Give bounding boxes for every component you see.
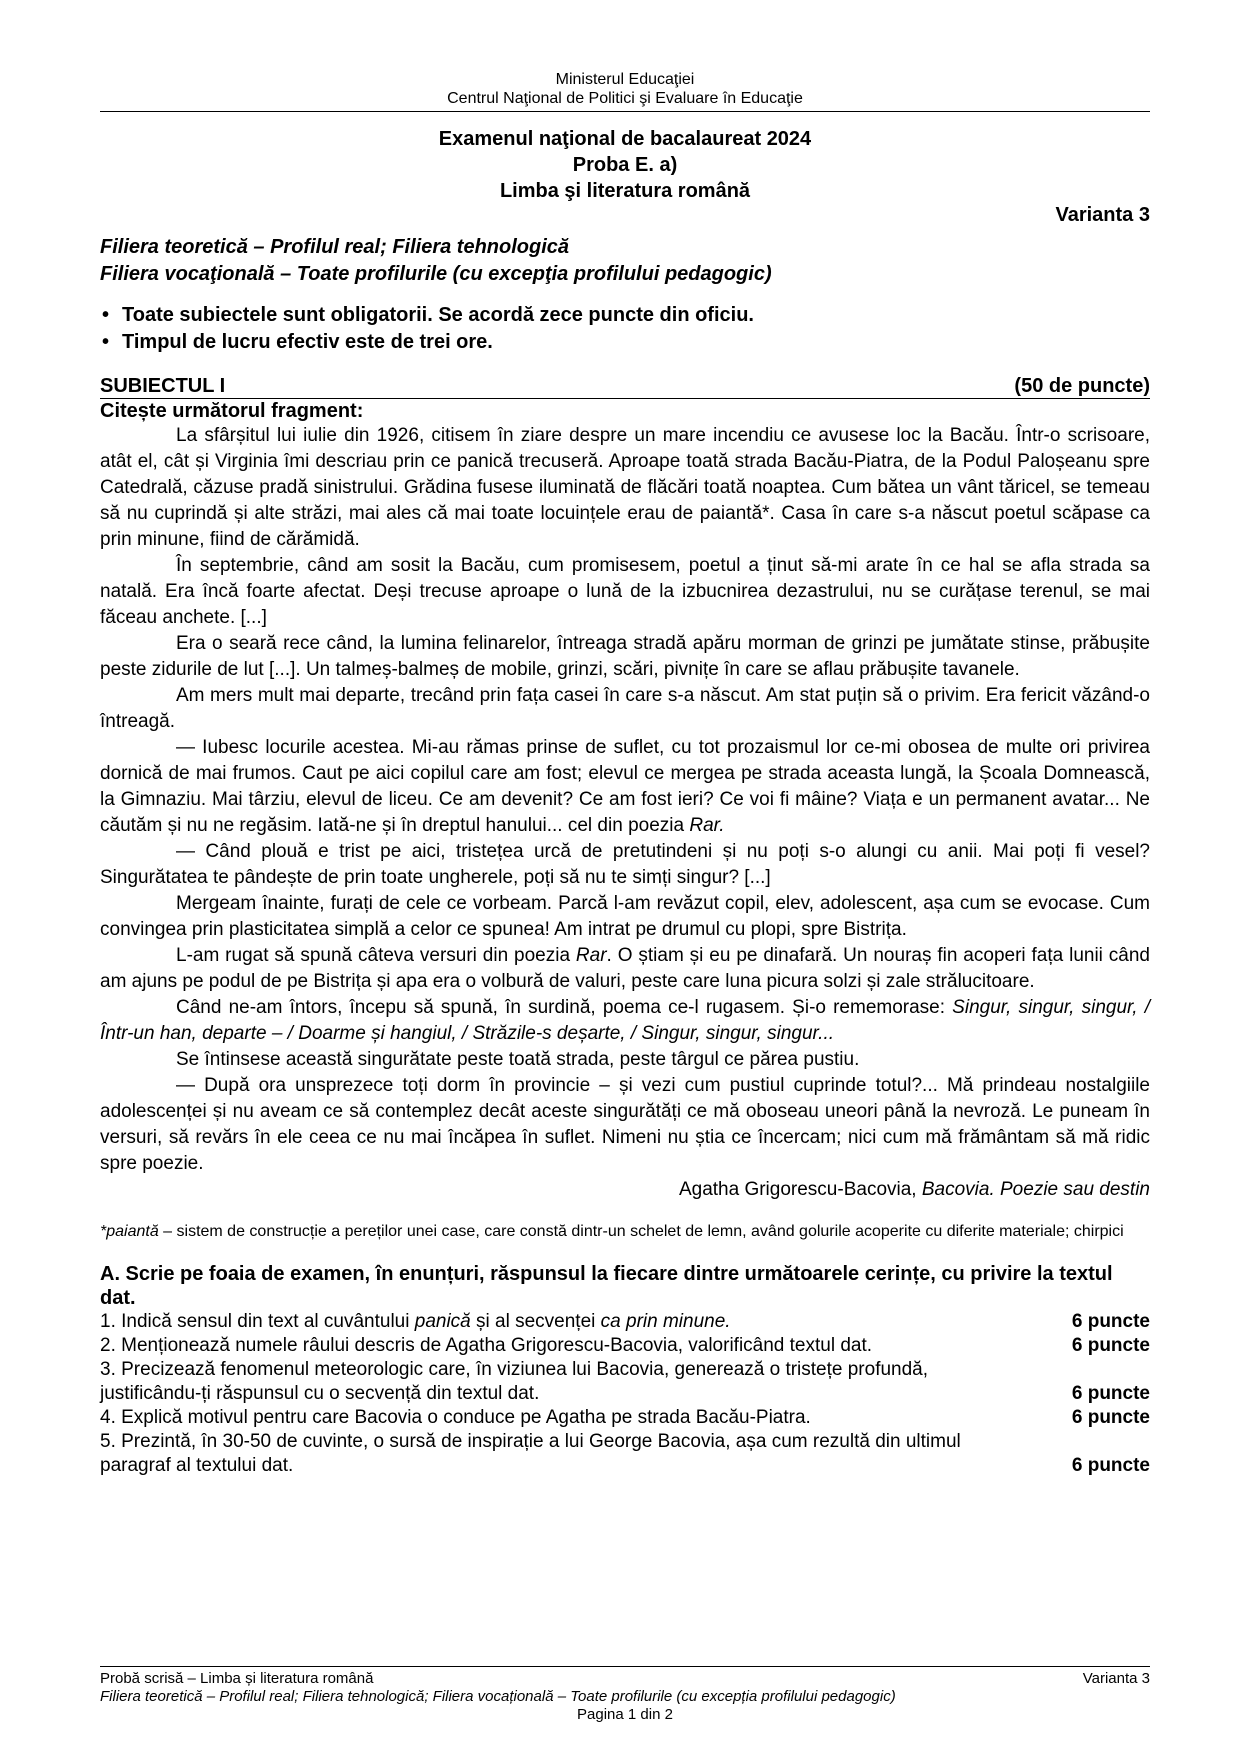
task-text-part: 1. Indică sensul din text al cuvântului [100, 1311, 415, 1332]
exam-subject: Limba şi literatura română [499, 180, 751, 202]
paragraph: În septembrie, când am sosit la Bacău, cum promisesem, poetul a ținut să-mi arate în ce hal se afla strada sa natală. Era încă foarte afectat. Deși trecuse aproape o lună de la izbucnirea dezastrului, nu se curățase terenul, se mai făceau anchete. [...] [100, 555, 1150, 628]
paragraph-text: — Iubesc locurile acestea. Mi-au rămas prinse de suflet, cu tot prozaismul lor ce-mi obosea de multe ori privirea dornică de mai frumos. Caut pe aici copilul care am fost; elevul ce mergea pe strada aceasta lungă, la Școala Domnească, la Gimnaziu. Mai târziu, elevul de liceu. Ce am devenit? Ce am fost ieri? Ce voi fi mâine? Viața e un permanent avatar... Ne căutăm și nu ne regăsim. Iată-ne și în dreptul hanului... cel din poezia [100, 737, 1150, 836]
footer-exam: Probă scrisă – Limba și literatura română [100, 1670, 374, 1687]
source-title: Bacovia. Poezie sau destin [921, 1179, 1150, 1200]
rule-item: • Timpul de lucru efectiv este de trei ore. [100, 329, 1150, 356]
ministry-name: Ministerul Educaţiei [555, 71, 695, 88]
paragraph: — Când plouă e trist pe aici, tristețea urcă de pretutindeni și nu poți s-o alungi cu anii. Mai poți fi vesel? Singurătatea te pândește de prin toate ungherele, poți să nu te simți singur? [...] [100, 841, 1150, 888]
task-points: 6 puncte [1071, 1407, 1150, 1428]
rules-list [100, 302, 1150, 356]
footnote-term: *paiantă [100, 1223, 159, 1240]
filiera-line-1: Filiera teoretică – Profilul real; Filiera tehnologică [100, 236, 570, 258]
task-text: 2. Menționează numele râului descris de Agatha Grigorescu-Bacovia, valorificând textul dat. [100, 1335, 873, 1356]
section-title: SUBIECTUL I [100, 375, 226, 397]
center-name: Centrul Naţional de Politici şi Evaluare în Educaţie [447, 90, 803, 107]
paragraph-text: Când ne-am întors, începu să spună, în surdină, poema ce-l rugasem. Și-o rememorase: [176, 997, 953, 1018]
task-item [100, 1430, 1150, 1478]
task-points: 6 puncte [1071, 1383, 1150, 1404]
footnote [100, 1221, 1150, 1242]
paragraph [100, 995, 1150, 1047]
task-points: 6 puncte [1071, 1455, 1150, 1476]
task-text: 4. Explică motivul pentru care Bacovia o conduce pe Agatha pe strada Bacău-Piatra. [100, 1407, 811, 1428]
paragraph: — După ora unsprezece toți dorm în provincie – și vezi cum pustiul cuprinde totul?... Mă prindeau nostalgiile adolescenței și nu aveam ce să contemplez decât aceste singurătăți ce mă oboseau uneori până la nevroză. Le puneam în versuri, să revărs în ele ceea ce nu mai încăpea în suflet. Nimeni nu știa ce încercam; nici cum mă frământam să mă ridic spre poezie. [100, 1075, 1150, 1174]
task-text [100, 1310, 731, 1334]
tasks-intro: A. Scrie pe foaia de examen, în enunțuri, răspunsul la fiecare dintre următoarele cerințe, cu privire la textul dat. [100, 1263, 1113, 1309]
filiera-line-2: Filiera vocaţională – Toate profilurile (cu excepţia profilului pedagogic) [100, 263, 772, 285]
footnote-definition: – sistem de construcție a pereților unei case, care constă dintr-un schelet de lemn, având golurile acoperite cu diferite materiale; chirpici [158, 1223, 1124, 1240]
task-text: justificându-ți răspunsul cu o secvență din textul dat. [100, 1383, 540, 1404]
paragraph: Era o seară rece când, la lumina felinarelor, întreaga stradă apăru morman de grinzi pe jumătate stinse, prăbușite peste zidurile de lut [...]. Un talmeș-balmeș de mobile, grinzi, scări, pivnițe în care se aflau prăbușite tavanele. [100, 633, 1150, 680]
task-text: 3. Precizează fenomenul meteorologic care, în viziunea lui Bacovia, generează o tristețe profundă, [100, 1359, 929, 1380]
source-author: Agatha Grigorescu-Bacovia, [678, 1179, 922, 1200]
task-text: paragraf al textului dat. [100, 1455, 294, 1476]
paragraph [100, 943, 1150, 995]
exam-titles [100, 126, 1150, 204]
task-item [100, 1358, 1150, 1406]
poem-title: Rar. [689, 815, 725, 836]
poem-title: Rar [575, 945, 607, 966]
paragraph: Se întinsese această singurătate peste toată strada, peste târgul ce părea pustiu. [176, 1049, 860, 1070]
paragraph: Mergeam înainte, furați de cele ce vorbeam. Parcă l-am revăzut copil, elev, adolescent, așa cum se evocase. Cum convingea prin plasticitatea simplă a celor ce spunea! Am intrat pe drumul cu plopi, spre Bistrița. [100, 893, 1150, 940]
text-source [100, 1177, 1150, 1203]
exam-title: Examenul naţional de bacalaureat 2024 [438, 128, 812, 150]
footer-filiera: Filiera teoretică – Profilul real; Filiera tehnologică; Filiera vocațională – Toate profilurile (cu excepția profilului pedagogic) [100, 1688, 896, 1705]
paragraph [100, 735, 1150, 839]
task-text: 5. Prezintă, în 30-50 de cuvinte, o sursă de inspirație a lui George Bacovia, așa cum rezultă din ultimul [100, 1431, 961, 1452]
read-instruction: Citește următorul fragment: [100, 400, 364, 422]
page-header [100, 70, 1150, 108]
task-term: panică [414, 1311, 471, 1332]
task-item [100, 1310, 1150, 1334]
task-points: 6 puncte [1071, 1335, 1150, 1356]
fragment-text [100, 423, 1150, 1203]
task-item [100, 1334, 1150, 1358]
footer-variant: Varianta 3 [1082, 1670, 1150, 1687]
exam-proba: Proba E. a) [572, 154, 678, 176]
footer-divider [100, 1666, 1150, 1667]
paragraph-text: L-am rugat să spună câteva versuri din poezia [176, 945, 576, 966]
exam-variant: Varianta 3 [1055, 204, 1150, 226]
filiera-block [100, 234, 1150, 288]
task-text-part: și al secvenței [470, 1311, 601, 1332]
section-points: (50 de puncte) [1014, 375, 1150, 397]
section-heading [100, 374, 1150, 398]
task-points: 6 puncte [1071, 1311, 1150, 1332]
page-content [100, 70, 1150, 1478]
paragraph: Am mers mult mai departe, trecând prin fața casei în care s-a născut. Am stat puțin să o privim. Era fericit văzând-o întreagă. [100, 685, 1150, 732]
page-footer [100, 1666, 1150, 1724]
task-term: ca prin minune. [600, 1311, 731, 1332]
paragraph: La sfârșitul lui iulie din 1926, citisem în ziare despre un mare incendiu ce avusese loc la Bacău. Într-o scrisoare, atât el, cât și Virginia îmi descriau prin ce panică trecuseră. Aproape toată strada Bacău-Piatra, de la Podul Paloșeanu spre Catedrală, căzuse pradă sinistrului. Grădina fusese iluminată de flăcări toată noaptea. Cum bătea un vânt tăricel, se temeau să nu cuprindă și alte străzi, mai ales că mai toate locuințele erau de paiantă*. Casa în care s-a născut poetul scăpase ca prin minune, fiind de cărămidă. [100, 425, 1150, 550]
task-item [100, 1406, 1150, 1430]
poem-verses: Singur, singur, singur, / Într-un han, departe – / Doarme și hangiul, / Străzile-s deșarte, / Singur, singur, singur... [100, 997, 1150, 1044]
header-divider [100, 111, 1150, 112]
page-number: Pagina 1 din 2 [577, 1706, 673, 1723]
paragraph-text: . O știam și eu pe dinafară. Un nouraș fin acoperi fața lunii când am ajuns pe podul de pe Bistrița și apa era o volbură de valuri, peste care luna picura solzi și zale strălucitoare. [100, 945, 1150, 992]
rule-item: • Toate subiectele sunt obligatorii. Se acordă zece puncte din oficiu. [100, 302, 1150, 329]
